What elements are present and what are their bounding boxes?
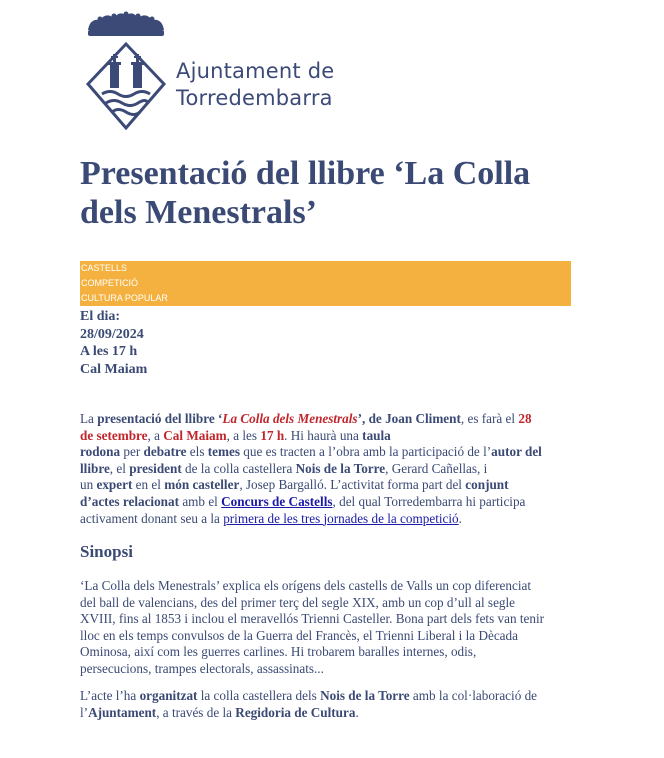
text: amb la col·laboració de	[409, 688, 538, 703]
text: amb el	[179, 493, 222, 509]
title-line2: dels Menestrals’	[80, 194, 318, 231]
coat-of-arms-icon	[80, 10, 176, 135]
event-date: 28/09/2024	[80, 326, 144, 342]
text: , el	[109, 460, 130, 476]
text: els	[186, 444, 208, 460]
colla-name: Nois de la Torre	[295, 460, 386, 476]
tag-cultura-popular[interactable]: CULTURA POPULAR	[81, 293, 168, 303]
author-name: Joan Climent	[385, 411, 461, 426]
book-title: La Colla dels Menestrals	[222, 411, 358, 426]
p1-line7	[80, 511, 574, 528]
p2-line4: lloc en els temps convulsos de la Guerra del Francès, el Trienni Liberal i la Dècada	[80, 627, 518, 643]
p2-line1: ‘La Colla dels Menestrals’ explica els orígens dels castells de Valls un cop diferenciat	[80, 578, 532, 593]
text: temes	[207, 444, 240, 460]
p1-line4	[80, 461, 574, 478]
text: .	[458, 510, 462, 526]
text: president	[129, 460, 182, 476]
text: la colla castellera dels	[197, 688, 321, 703]
text: , es farà el	[460, 411, 519, 426]
text: ’, de	[357, 411, 386, 426]
p3-line2	[80, 705, 574, 722]
text: l’	[80, 704, 89, 720]
sinopsi-heading: Sinopsi	[80, 542, 133, 561]
title-line1: Presentació del llibre ‘La Colla	[80, 155, 531, 192]
p1-line1	[80, 411, 574, 428]
text: ‘	[214, 411, 223, 426]
event-hour: 17 h	[260, 427, 285, 443]
text: de la colla castellera	[181, 460, 296, 476]
text: taula	[362, 427, 391, 443]
text: , Josep Bargalló. L’activitat forma part del	[239, 477, 466, 493]
text: activament donant seu a la	[80, 510, 224, 526]
text: un	[80, 477, 97, 493]
sinopsi-paragraph	[80, 578, 574, 678]
tag-competicio[interactable]: COMPETICIÓ	[81, 278, 139, 288]
org-name-line1: Ajuntament de	[176, 59, 335, 83]
text: , Gerard Cañellas, i	[385, 460, 488, 476]
text: món casteller	[164, 477, 240, 493]
text: .	[355, 704, 359, 720]
text: La	[80, 411, 98, 426]
tag-castells[interactable]: CASTELLS	[81, 263, 128, 273]
org-name-line2: Torredembarra	[176, 86, 333, 110]
text: presentació del llibre	[97, 411, 215, 426]
intro-paragraph	[80, 411, 574, 527]
text: expert	[96, 477, 133, 493]
text: , a les	[226, 427, 261, 443]
text: Ajuntament	[88, 704, 157, 720]
p2-line5: Ominosa, així com les guerres carlines. Hi trobarem baralles internes, odis,	[80, 644, 477, 660]
text: . Hi haurà una	[284, 427, 363, 443]
text: en el	[132, 477, 165, 493]
text: autor del	[491, 444, 542, 460]
p2-line3: XVIII, fins al 1853 i inclou el meravellós Trienni Casteller. Bona part dels fets van tenir	[80, 611, 545, 627]
organization-name	[176, 58, 334, 112]
text: debatre	[143, 444, 187, 460]
p1-line5	[80, 477, 574, 494]
event-month: de setembre	[80, 427, 148, 443]
p1-line6	[80, 494, 574, 511]
text: , a través de la	[156, 704, 236, 720]
event-venue: Cal Maiam	[163, 427, 227, 443]
text: conjunt	[465, 477, 509, 493]
p3-line1	[80, 688, 574, 705]
text: per	[120, 444, 144, 460]
text: llibre	[80, 460, 110, 476]
p2-line6: persecucions, trampes electorals, assassinats...	[80, 660, 324, 676]
p1-line2	[80, 428, 574, 445]
organizers-paragraph	[80, 688, 574, 721]
page-title	[80, 154, 580, 232]
text: rodona	[80, 444, 121, 460]
text: , a	[147, 427, 164, 443]
event-time: A les 17 h	[80, 344, 138, 359]
event-info	[80, 308, 147, 378]
text: Regidoria de Cultura	[235, 704, 356, 720]
text: , del qual Torredembarra hi participa	[332, 493, 526, 509]
text: organitzat	[139, 688, 198, 703]
text: que es tracten a l’obra amb la participació de l’	[239, 444, 492, 460]
jornades-competicio-link[interactable]: primera de les tres jornades de la competició	[223, 510, 459, 526]
p2-line2: del ball de valencians, des del primer terç del segle XIX, amb un cop d’ull al segle	[80, 594, 516, 610]
text: L’acte l’ha	[80, 688, 140, 703]
colla-name: Nois de la Torre	[320, 688, 410, 703]
event-day: 28	[518, 411, 532, 426]
event-place: Cal Maiam	[80, 361, 148, 377]
p1-line3	[80, 444, 574, 461]
concurs-castells-link[interactable]: Concurs de Castells	[221, 493, 333, 509]
event-day-label: El dia:	[80, 309, 121, 324]
tags-bar	[80, 261, 571, 306]
text: d’actes relacionat	[80, 493, 180, 509]
